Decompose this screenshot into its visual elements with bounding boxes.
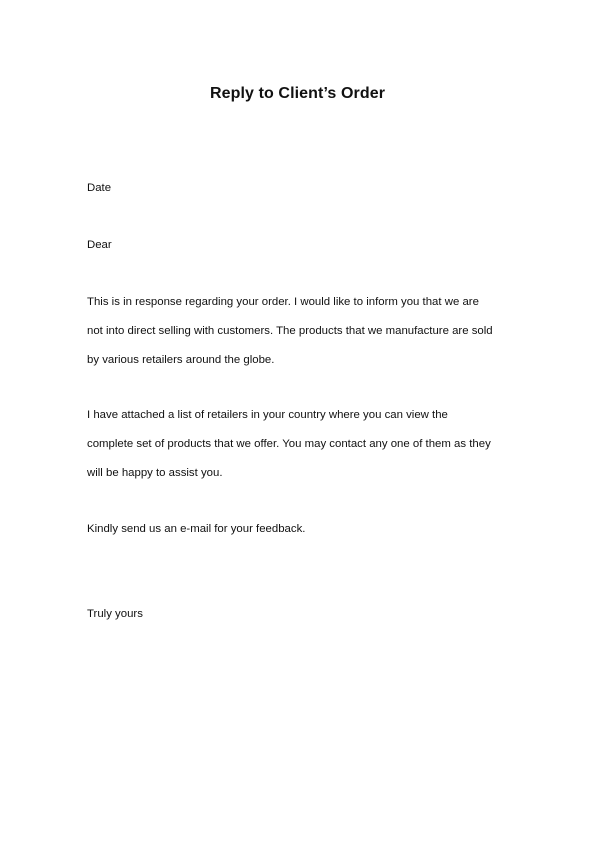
paragraph-line: This is in response regarding your order. I would like to inform you that we are bbox=[87, 296, 479, 308]
paragraph-line: not into direct selling with customers. The products that we manufacture are sold bbox=[87, 325, 493, 337]
paragraph-retailers bbox=[87, 408, 517, 495]
paragraph-line: complete set of products that we offer. You may contact any one of them as they bbox=[87, 438, 491, 450]
paragraph-line: by various retailers around the globe. bbox=[87, 354, 275, 366]
document-title: Reply to Client’s Order bbox=[209, 85, 386, 102]
date-label: Date bbox=[87, 182, 112, 194]
paragraph-line: I have attached a list of retailers in your country where you can view the bbox=[87, 409, 448, 421]
paragraph-feedback: Kindly send us an e-mail for your feedback. bbox=[87, 523, 306, 535]
paragraph-line: will be happy to assist you. bbox=[87, 467, 223, 479]
paragraph-response bbox=[87, 295, 517, 382]
salutation: Dear bbox=[87, 239, 112, 251]
closing: Truly yours bbox=[87, 608, 143, 620]
